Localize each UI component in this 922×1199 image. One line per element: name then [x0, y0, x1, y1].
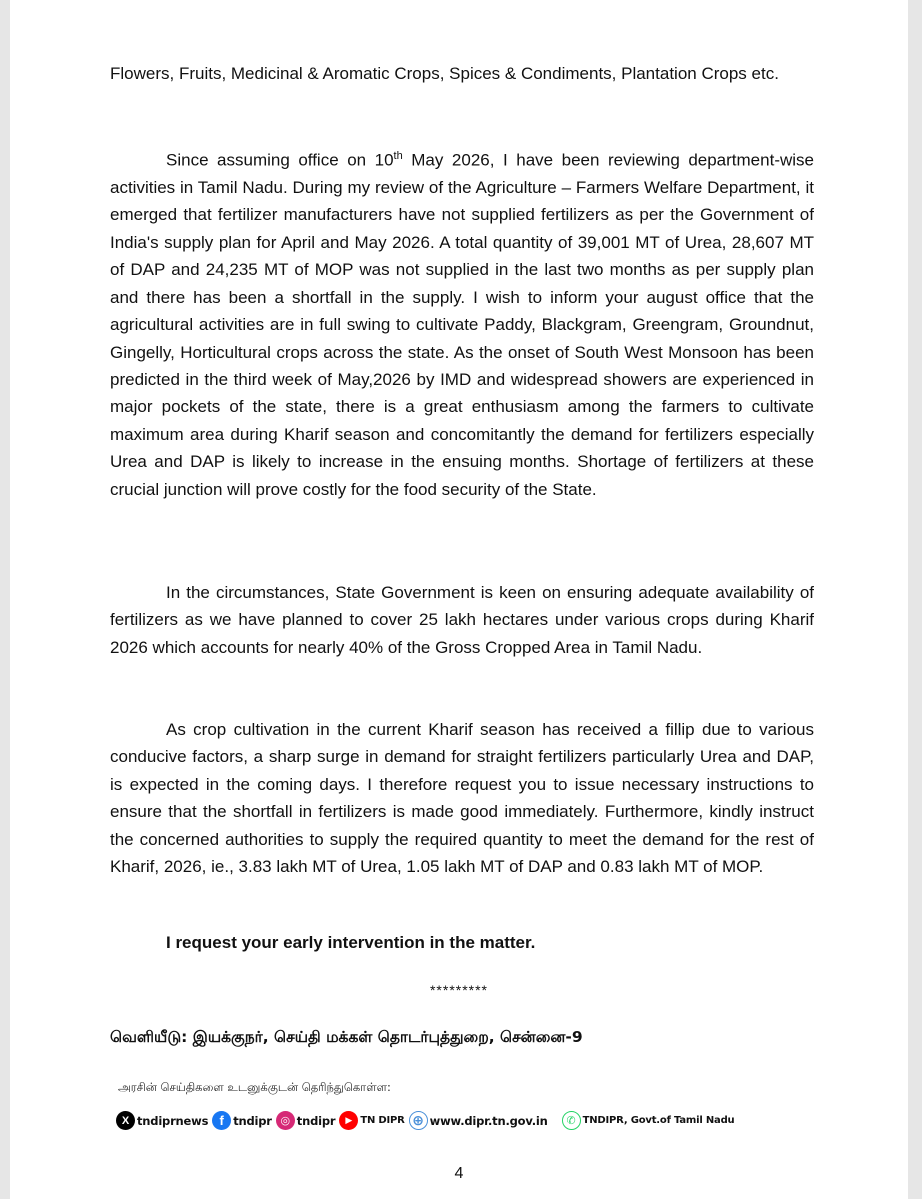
- paragraph-2: [110, 143, 814, 503]
- paragraph-text-rest: May 2026, I have been reviewing department-wise activities in Tamil Nadu. During my review of the Agriculture – Farmers Welfare Department, it emerged that fertilizer manufacturers have not supplied fertilizers as per the Government of India's supply plan for April and May 2026. A total quantity of 39,001 MT of Urea, 28,607 MT of DAP and 24,235 MT of MOP was not supplied in the last two months as per supply plan and there has been a shortfall in the supply. I wish to inform your august office that the agricultural activities are in full swing to cultivate Paddy, Blackgram, Greengram, Groundnut, Gingelly, Horticultural crops across the state. As the onset of South West Monsoon has been predicted in the third week of May,2026 by IMD and widespread showers are experienced in major pockets of the state, there is a great enthusiasm among the farmers to cultivate maximum area during Kharif season and concomitantly the demand for fertilizers especially Urea and DAP is likely to increase in the ensuing months. Shortage of fertilizers at these crucial junction will prove costly for the food security of the State.: [110, 150, 814, 499]
- instagram-icon: ◎: [276, 1111, 295, 1130]
- paragraph-1: [110, 60, 814, 87]
- paragraph-text: In the circumstances, State Government is keen on ensuring adequate availability of fertilizers as we have planned to cover 25 lakh hectares under various crops during Kharif 2026 which accounts for nearly 40% of the Gross Cropped Area in Tamil Nadu.: [110, 583, 814, 657]
- paragraph-4: [110, 716, 814, 880]
- social-label: TNDIPR, Govt.of Tamil Nadu: [582, 1115, 735, 1126]
- social-label: tndipr: [233, 1113, 272, 1128]
- social-link-x[interactable]: [116, 1111, 208, 1130]
- whatsapp-icon: ✆: [562, 1111, 581, 1130]
- x-icon: X: [116, 1111, 135, 1130]
- social-link-facebook[interactable]: [212, 1111, 272, 1130]
- paragraph-text: [110, 143, 814, 503]
- social-label: tndipr: [296, 1113, 336, 1128]
- youtube-icon: ▶: [339, 1111, 358, 1130]
- globe-icon: ⊕: [409, 1111, 428, 1130]
- social-link-whatsapp[interactable]: [562, 1111, 735, 1130]
- social-label: www.dipr.tn.gov.in: [429, 1113, 548, 1128]
- date-superscript: th: [393, 150, 403, 162]
- social-label: TN DIPR: [360, 1115, 405, 1126]
- separator-stars: *********: [429, 982, 489, 998]
- paragraph-3: [110, 579, 814, 661]
- social-link-youtube[interactable]: [339, 1111, 404, 1130]
- release-line: வெளியீடு: இயக்குநர், செய்தி மக்கள் தொடர்புத்துறை, சென்னை-9: [110, 1028, 583, 1046]
- follow-line: அரசின் செய்திகளை உடனுக்குடன் தெரிந்துகொள்ள:: [118, 1080, 391, 1094]
- right-margin-edge: [908, 0, 922, 1199]
- social-link-website[interactable]: [409, 1111, 548, 1130]
- facebook-icon: f: [212, 1111, 231, 1130]
- social-links-bar: [116, 1111, 734, 1130]
- social-link-instagram[interactable]: [276, 1111, 336, 1130]
- paragraph-text: Flowers, Fruits, Medicinal & Aromatic Crops, Spices & Condiments, Plantation Crops etc.: [110, 64, 779, 83]
- page-number: 4: [454, 1165, 464, 1182]
- paragraph-text-start: Since assuming office on 10: [166, 150, 394, 170]
- left-margin-edge: [0, 0, 10, 1199]
- closing-request: I request your early intervention in the matter.: [166, 933, 536, 952]
- paragraph-text: As crop cultivation in the current Kharif season has received a fillip due to various conducive factors, a sharp surge in demand for straight fertilizers particularly Urea and DAP, is expected in the coming days. I therefore request you to issue necessary instructions to ensure that the shortfall in fertilizers is made good immediately. Furthermore, kindly instruct the concerned authorities to supply the required quantity to meet the demand for the rest of Kharif, 2026, ie., 3.83 lakh MT of Urea, 1.05 lakh MT of DAP and 0.83 lakh MT of MOP.: [110, 720, 814, 877]
- social-label: tndiprnews: [137, 1113, 209, 1128]
- document-page: [10, 0, 908, 1199]
